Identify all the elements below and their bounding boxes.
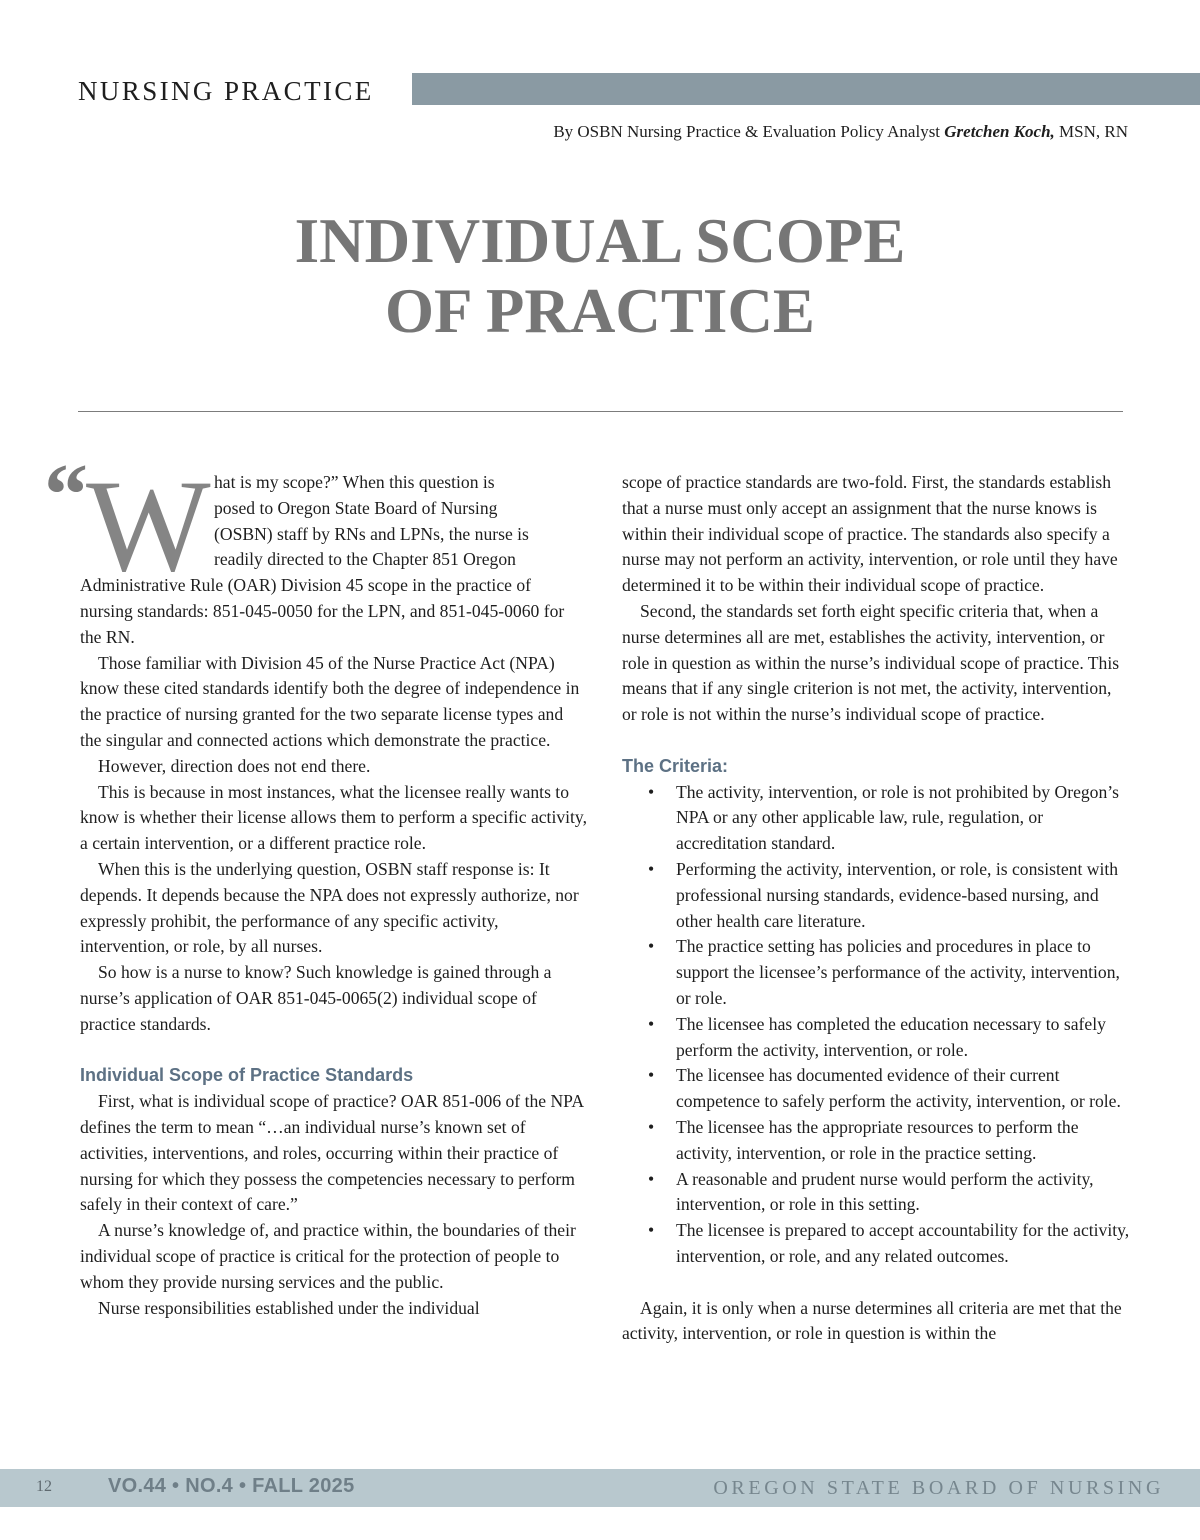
right-paragraph-1: scope of practice standards are two-fold. First, the standards establish that a nurse must only accept an assignment that the nurse knows is within their individual scope of practice. The standards also specify a nurse may not perform an activity, intervention, or role until they have determined it to be within their individual scope of practice.: [622, 472, 1118, 596]
paragraph-5: When this is the underlying question, OSBN staff response is: It depends. It depends because the NPA does not expressly authorize, nor expressly prohibit, the performance of any specific activity, intervention, or role, by all nurses.: [80, 858, 579, 957]
issue-label: VO.44 • NO.4 • FALL 2025: [108, 1475, 355, 1497]
subhead-standards: Individual Scope of Practice Standards: [80, 1065, 414, 1086]
byline-author: Gretchen Koch,: [944, 122, 1055, 141]
title-line-2: OF PRACTICE: [385, 276, 815, 346]
opening-quote-mark: “: [44, 447, 88, 544]
criteria-item: • The licensee has the appropriate resources to perform the activity, intervention, or role in the practice setting.: [622, 1115, 1130, 1167]
page-number: 12: [36, 1478, 52, 1495]
section-bar: [412, 73, 1200, 105]
criteria-item: • The practice setting has policies and procedures in place to support the licensee’s performance of the activity, intervention, or role.: [622, 934, 1130, 1011]
paragraph-4: This is because in most instances, what the licensee really wants to know is whether their license allows them to perform a specific activity, a certain intervention, or a different practice role.: [80, 781, 587, 854]
paragraph-1-line: readily directed to the Chapter 851 Oregon: [214, 549, 516, 570]
paragraph-1-line: (OSBN) staff by RNs and LPNs, the nurse is: [214, 523, 529, 544]
article-title: [0, 206, 1200, 346]
paragraph-3: However, direction does not end there.: [98, 755, 371, 776]
paragraph-7: First, what is individual scope of practice? OAR 851-006 of the NPA defines the term to mean “…an individual nurse’s known set of activities, interventions, and roles, occurring within their practice of nursing for which they possess the competencies necessary to perform safely in their context of care.”: [80, 1091, 584, 1215]
right-column: [622, 470, 1130, 1347]
criteria-item: • The activity, intervention, or role is not prohibited by Oregon’s NPA or any other applicable law, rule, regulation, or accreditation standard.: [622, 780, 1130, 857]
paragraph-1-rest: Administrative Rule (OAR) Division 45 scope in the practice of nursing standards: 851-045-0050 for the LPN, and 851-045-0060 for the RN.: [80, 575, 565, 647]
organization-name: OREGON STATE BOARD OF NURSING: [713, 1477, 1164, 1499]
subhead-criteria: The Criteria:: [622, 755, 729, 776]
paragraph-2: Those familiar with Division 45 of the Nurse Practice Act (NPA) know these cited standards identify both the degree of independence in the practice of nursing granted for the two separate license types and the singular and connected actions which demonstrate the practice.: [80, 652, 580, 750]
left-column: [80, 470, 588, 1321]
page-footer: [0, 1469, 1200, 1507]
criteria-item: • Performing the activity, intervention, or role, is consistent with professional nursing standards, evidence-based nursing, and other health care literature.: [622, 857, 1130, 934]
byline-suffix: MSN, RN: [1054, 122, 1128, 141]
paragraph-8: A nurse’s knowledge of, and practice within, the boundaries of their individual scope of practice is critical for the protection of people to whom they provide nursing services and the public.: [80, 1220, 576, 1292]
paragraph-9: Nurse responsibilities established under the individual: [98, 1297, 480, 1318]
right-paragraph-2: Second, the standards set forth eight specific criteria that, when a nurse determines all are met, establishes the activity, intervention, or role in question as within the nurse’s individual scope of practice. This means that if any single criterion is not met, the activity, intervention, or role is not within the nurse’s individual scope of practice.: [622, 600, 1120, 725]
byline: [553, 122, 1128, 142]
paragraph-1: [80, 470, 588, 651]
right-paragraph-3: Again, it is only when a nurse determines all criteria are met that the activity, intervention, or role in question is within the: [622, 1297, 1122, 1344]
criteria-list: [622, 780, 1130, 1270]
paragraph-1-line: posed to Oregon State Board of Nursing: [214, 497, 498, 518]
criteria-item: • The licensee has completed the education necessary to safely perform the activity, intervention, or role.: [622, 1012, 1130, 1064]
section-label: NURSING PRACTICE: [78, 76, 374, 106]
criteria-item: • A reasonable and prudent nurse would perform the activity, intervention, or role in this setting.: [622, 1167, 1130, 1219]
byline-prefix: By OSBN Nursing Practice & Evaluation Policy Analyst: [553, 122, 945, 141]
paragraph-6: So how is a nurse to know? Such knowledge is gained through a nurse’s application of OAR 851-045-0065(2) individual scope of practice standards.: [80, 962, 552, 1034]
dropcap-letter: W: [86, 452, 211, 599]
paragraph-1-line: hat is my scope?” When this question is: [214, 472, 495, 492]
criteria-item: • The licensee has documented evidence of their current competence to safely perform the activity, intervention, or role.: [622, 1063, 1130, 1115]
title-divider: [78, 411, 1123, 412]
criteria-item: • The licensee is prepared to accept accountability for the activity, intervention, or role, and any related outcomes.: [622, 1218, 1130, 1270]
section-header: [0, 70, 1200, 110]
title-line-1: INDIVIDUAL SCOPE: [294, 206, 906, 276]
